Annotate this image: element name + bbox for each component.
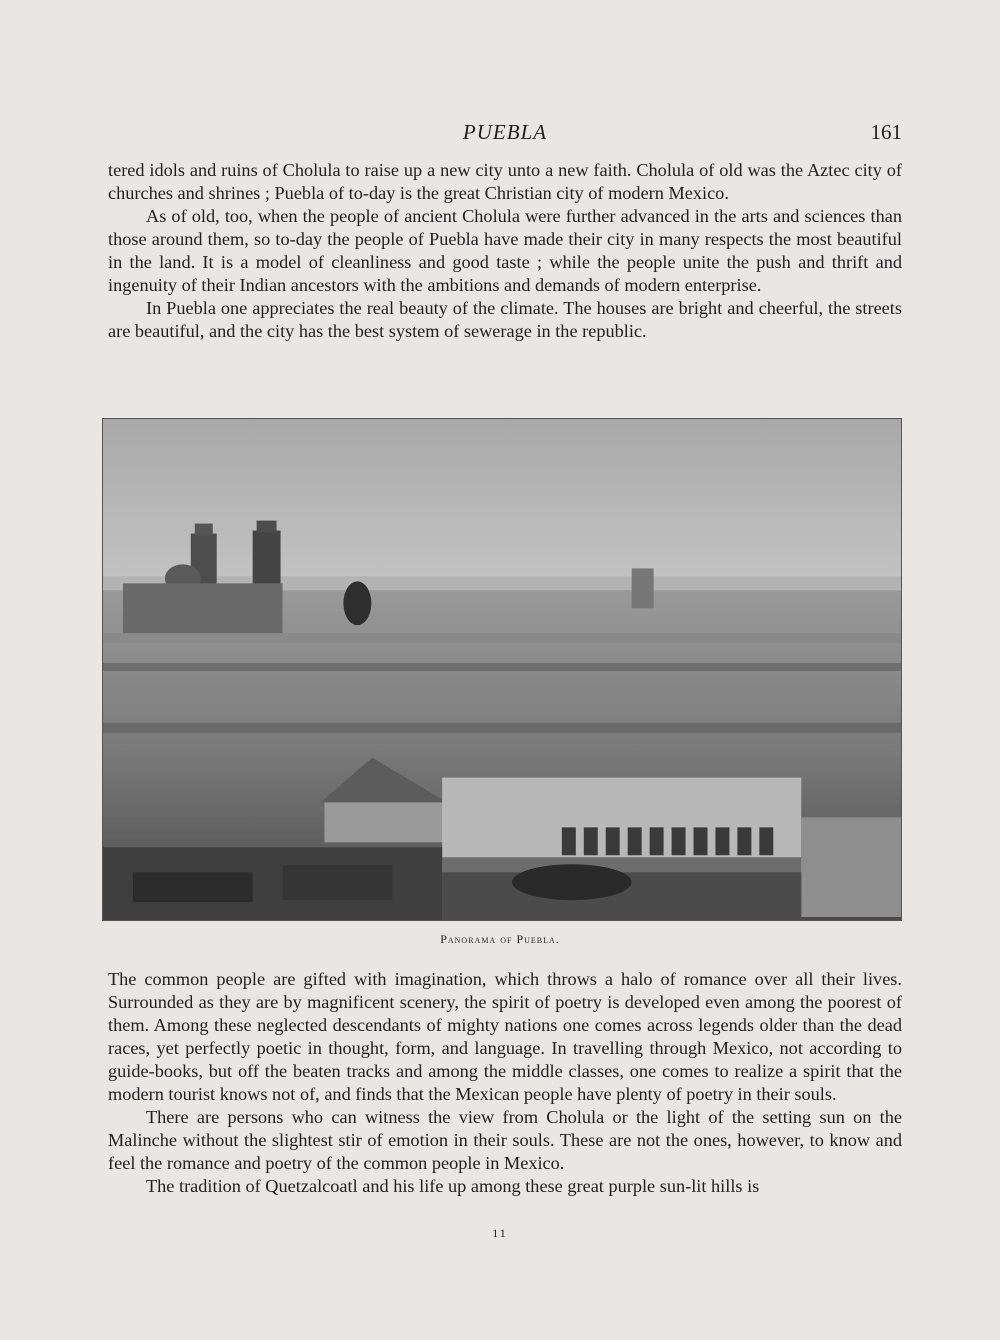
page-header — [108, 120, 902, 146]
paragraph: The common people are gifted with imagination, which throws a halo of romance over all their lives. Surrounded as they are by magnificent scenery, the spirit of poetry is developed even among the poorest of them. Among these neglected descendants of mighty nations one comes across legends older than the dead races, yet perfectly poetic in thought, form, and language. In travelling through Mexico, not according to guide-books, but off the beaten tracks and among the middle classes, one comes to realize a spirit that the modern tourist knows not of, and finds that the Mexican people have plenty of poetry in their souls. — [108, 969, 902, 1104]
paragraph: In Puebla one appreciates the real beauty of the climate. The houses are bright and cheerful, the streets are beautiful, and the city has the best system of sewerage in the republic. — [108, 298, 902, 341]
paragraph: There are persons who can witness the view from Cholula or the light of the setting sun on the Malinche without the slightest stir of emotion in their souls. These are not the ones, however, to know and feel the romance and poetry of the common people in Mexico. — [108, 1107, 902, 1173]
page-number: 161 — [870, 120, 902, 144]
top-text-block — [108, 159, 902, 343]
signature-mark: 11 — [492, 1226, 508, 1240]
paragraph-continuation: tered idols and ruins of Cholula to raise up a new city unto a new faith. Cholula of old was the Aztec city of churches and shrines ; Puebla of to-day is the great Christian city of modern Mexico. — [108, 160, 902, 203]
bottom-text-block — [108, 968, 902, 1198]
panorama-photograph — [102, 418, 902, 921]
figure-caption: Panorama of Puebla. — [440, 932, 560, 946]
running-title: PUEBLA — [462, 120, 548, 144]
city-panorama-image — [103, 419, 901, 920]
paragraph: As of old, too, when the people of ancient Cholula were further advanced in the arts and sciences than those around them, so to-day the people of Puebla have made their city in many respects the most beautiful in the land. It is a model of cleanliness and good taste ; while the people unite the push and thrift and ingenuity of their Indian ancestors with the ambitions and demands of modern enterprise. — [108, 206, 902, 295]
paragraph-last-line: The tradition of Quetzalcoatl and his life up among these great purple sun-lit hills is — [146, 1176, 760, 1196]
